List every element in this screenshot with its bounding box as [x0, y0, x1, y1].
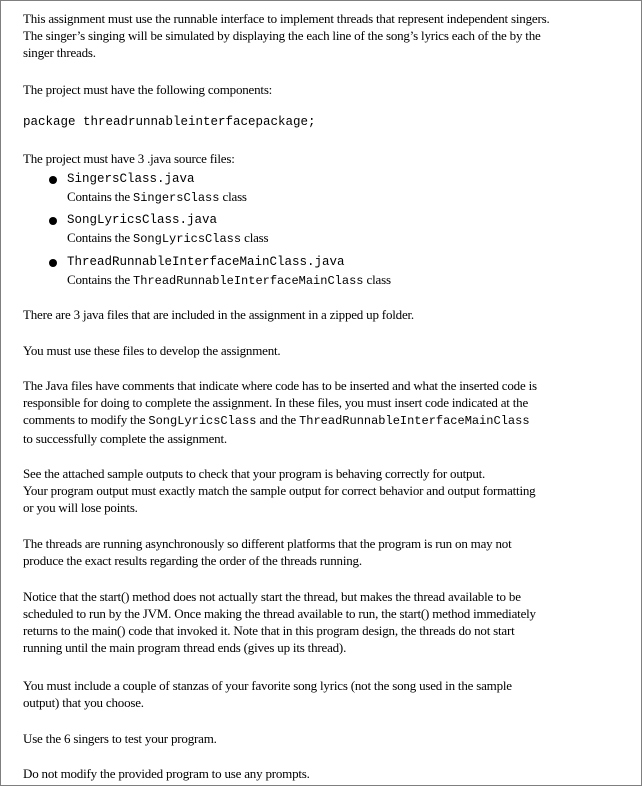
lyrics-line-1: You must include a couple of stanzas of your favorite song lyrics (not the song used in the sample [23, 678, 512, 693]
start-line-1: Notice that the start() method does not actually start the thread, but makes the thread available to be [23, 589, 521, 604]
comments-line-3-prefix: comments to modify the [23, 412, 146, 427]
class-name-1: SingersClass [133, 191, 220, 205]
lyrics-paragraph [23, 677, 613, 711]
components-heading: The project must have the following components: [23, 82, 273, 97]
file-description-3 [67, 271, 391, 290]
zipped-folder-note: There are 3 java files that are included in the assignment in a zipped up folder. [23, 307, 414, 322]
bullet-icon [49, 259, 57, 267]
singers-note: Use the 6 singers to test your program. [23, 731, 217, 746]
song-lyrics-class-name: SongLyricsClass [148, 414, 257, 428]
start-line-4: running until the main program thread ends (gives up its thread). [23, 640, 347, 655]
class-word: class [366, 272, 391, 287]
lyrics-line-2: output) that you choose. [23, 695, 144, 710]
contains-word: Contains the [67, 230, 130, 245]
comments-line-3 [23, 411, 613, 430]
start-line-2: scheduled to run by the JVM. Once making the thread available to run, the start() method immediately [23, 606, 536, 621]
intro-line-1: This assignment must use the runnable interface to implement threads that represent independent singers. [23, 11, 550, 26]
source-files-heading: The project must have 3 .java source files: [23, 151, 235, 166]
file-description-1 [67, 188, 247, 207]
class-name-3: ThreadRunnableInterfaceMainClass [133, 274, 364, 288]
class-name-2: SongLyricsClass [133, 232, 242, 246]
samples-line-2: Your program output must exactly match the sample output for correct behavior and output formatting [23, 483, 536, 498]
samples-line-1: See the attached sample outputs to check that your program is behaving correctly for output. [23, 466, 486, 481]
file-description-2 [67, 229, 268, 248]
file-name-2: SongLyricsClass.java [67, 213, 218, 227]
async-line-1: The threads are running asynchronously so different platforms that the program is run on may not [23, 536, 512, 551]
contains-word: Contains the [67, 189, 130, 204]
file-name-1: SingersClass.java [67, 172, 195, 186]
start-line-3: returns to the main() code that invoked it. Note that in this program design, the threads do not start [23, 623, 515, 638]
main-class-name: ThreadRunnableInterfaceMainClass [299, 414, 530, 428]
bullet-icon [49, 217, 57, 225]
intro-line-3: singer threads. [23, 45, 96, 60]
samples-line-3: or you will lose points. [23, 500, 138, 515]
class-word: class [222, 189, 247, 204]
async-paragraph [23, 535, 613, 569]
package-declaration: package threadrunnableinterfacepackage; [23, 115, 316, 129]
intro-line-2: The singer’s singing will be simulated by displaying the each line of the song’s lyrics each of the by the [23, 28, 541, 43]
contains-word: Contains the [67, 272, 130, 287]
start-method-paragraph [23, 588, 613, 656]
class-word: class [244, 230, 269, 245]
comments-line-4: to successfully complete the assignment. [23, 431, 227, 446]
async-line-2: produce the exact results regarding the order of the threads running. [23, 553, 362, 568]
intro-paragraph [23, 10, 613, 61]
file-name-3: ThreadRunnableInterfaceMainClass.java [67, 255, 345, 269]
comments-line-1: The Java files have comments that indicate where code has to be inserted and what the inserted code is [23, 378, 537, 393]
prompts-note: Do not modify the provided program to use any prompts. [23, 766, 310, 781]
comments-line-3-and: and the [259, 412, 297, 427]
sample-output-paragraph [23, 465, 613, 516]
use-files-note: You must use these files to develop the assignment. [23, 343, 281, 358]
comments-paragraph [23, 377, 613, 447]
bullet-icon [49, 176, 57, 184]
comments-line-2: responsible for doing to complete the assignment. In these files, you must insert code indicated at the [23, 395, 529, 410]
